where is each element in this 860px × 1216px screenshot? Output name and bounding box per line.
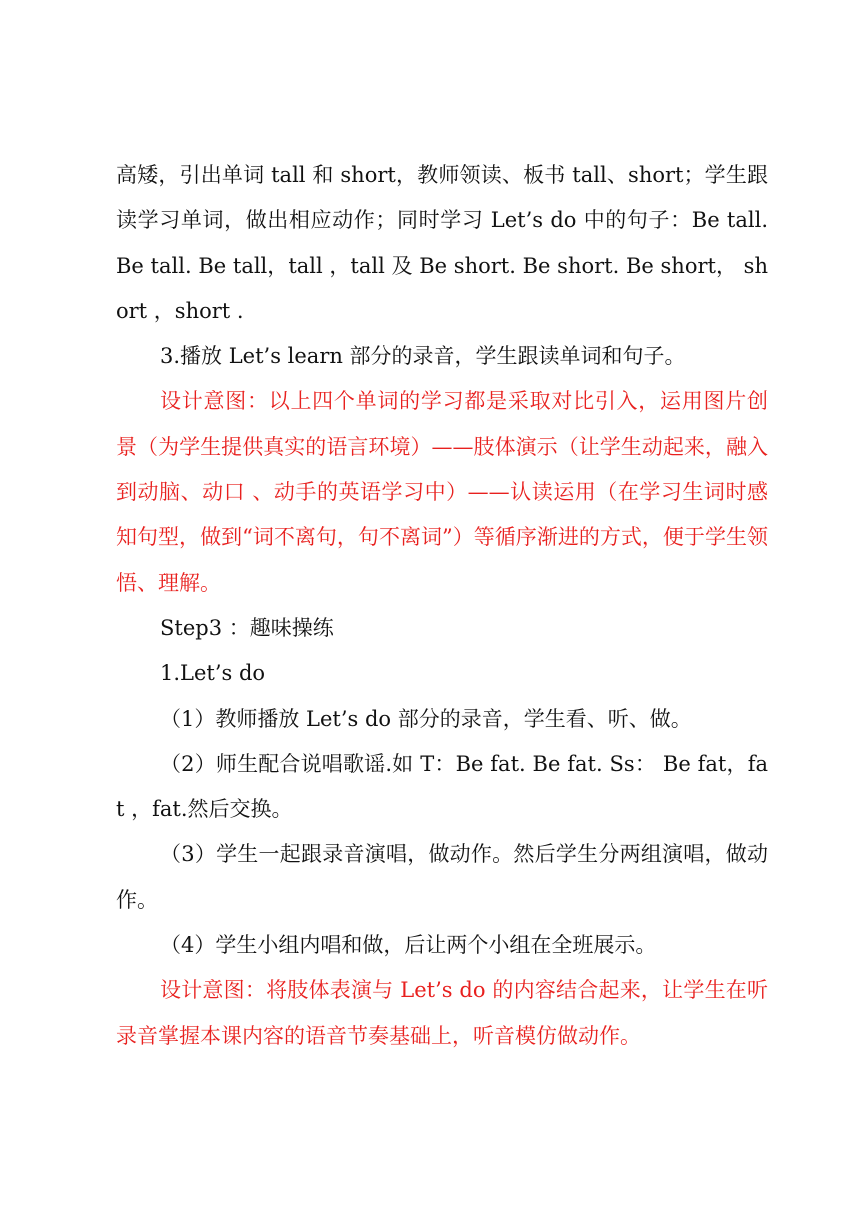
paragraph-design-intent-1: 设计意图：以上四个单词的学习都是采取对比引入，运用图片创景（为学生提供真实的语言环境）——肢体演示（让学生动起来，融入到动脑、动口 、动手的英语学习中）——认读运用（在学习生词时感知句型，做到“词不离句，句不离词”）等循序渐进的方式，便于学生领悟、理解。 bbox=[116, 389, 768, 595]
paragraph-step-3-play-recording: 3.播放 Let’s learn 部分的录音，学生跟读单词和句子。 bbox=[160, 344, 686, 369]
subheading-lets-do: 1.Let’s do bbox=[160, 661, 266, 686]
list-item-2: （2）师生配合说唱歌谣.如 T：Be fat. Be fat. Ss： Be fat，fat ，fat.然后交换。 bbox=[116, 751, 768, 822]
list-item-1: （1）教师播放 Let’s do 部分的录音，学生看、听、做。 bbox=[160, 706, 692, 731]
heading-step3: Step3 ：趣味操练 bbox=[160, 615, 334, 640]
document-body bbox=[116, 153, 768, 1059]
paragraph-continued-lesson-text: 高矮，引出单词 tall 和 short，教师领读、板书 tall、short；学生跟读学习单词，做出相应动作；同时学习 Let’s do 中的句子：Be tall. Be tall. Be tall，tall ，tall 及 Be short. Be short. Be short， short ，short . bbox=[116, 163, 768, 323]
paragraph-design-intent-2: 设计意图：将肢体表演与 Let’s do 的内容结合起来，让学生在听录音掌握本课内容的语音节奏基础上，听音模仿做动作。 bbox=[116, 978, 768, 1048]
list-item-4: （4）学生小组内唱和做，后让两个小组在全班展示。 bbox=[160, 933, 657, 958]
list-item-3: （3）学生一起跟录音演唱，做动作。然后学生分两组演唱，做动作。 bbox=[116, 842, 768, 912]
